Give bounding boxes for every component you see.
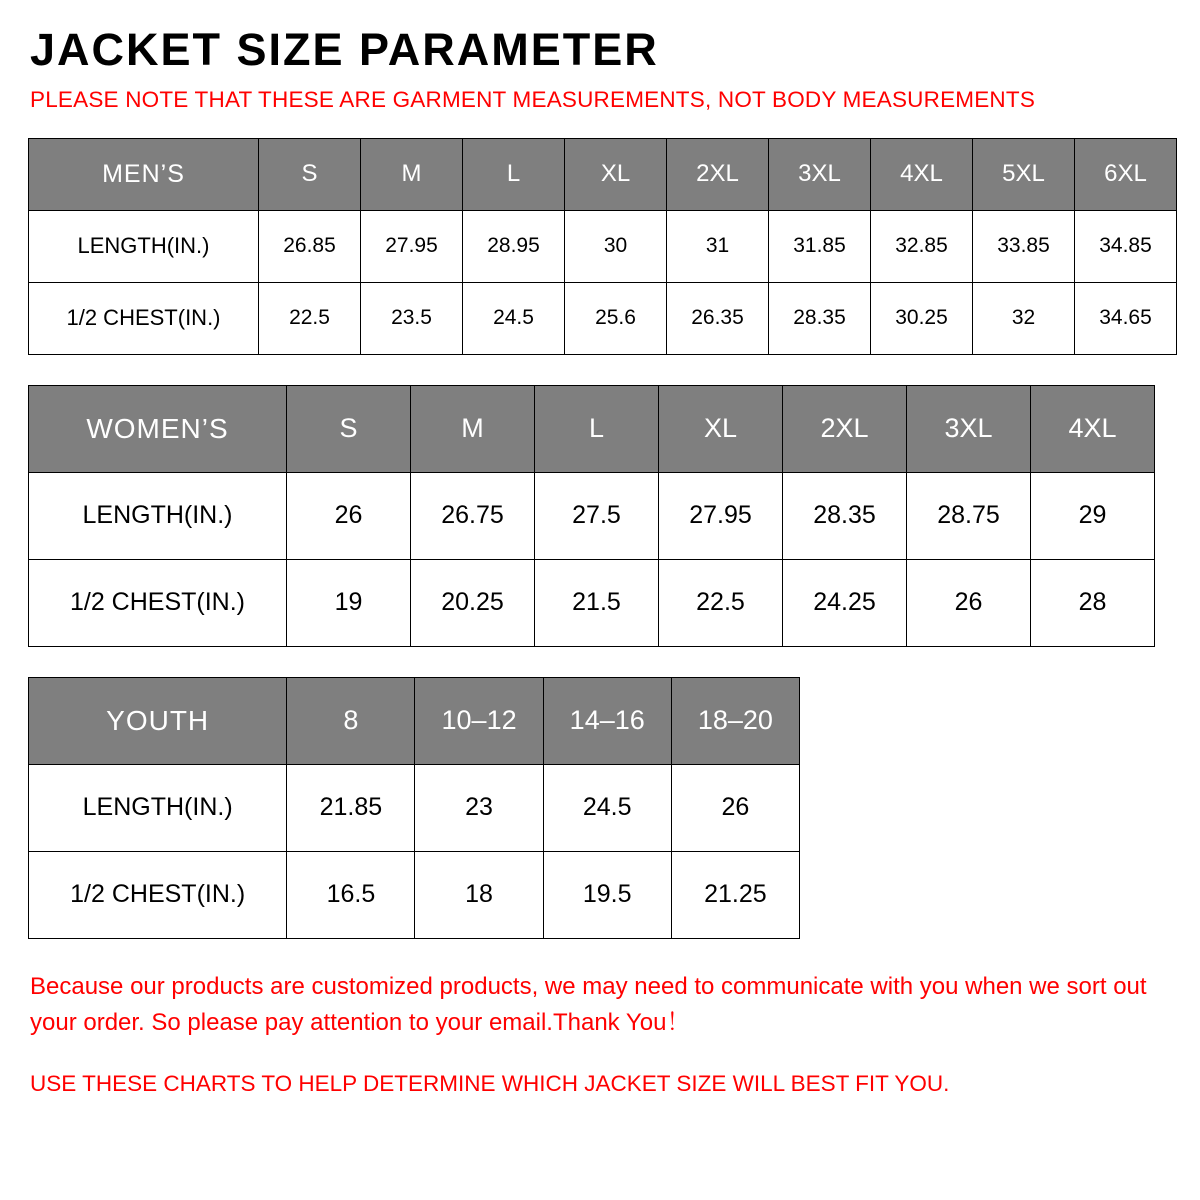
size-header-cell: 4XL xyxy=(871,138,973,210)
measurement-cell: 31.85 xyxy=(769,210,871,282)
measurement-cell: 30 xyxy=(565,210,667,282)
size-header-cell: 4XL xyxy=(1031,385,1155,472)
measurement-cell: 19.5 xyxy=(543,851,671,938)
measurement-cell: 26 xyxy=(907,559,1031,646)
measurement-note: PLEASE NOTE THAT THESE ARE GARMENT MEASUREMENTS, NOT BODY MEASUREMENTS xyxy=(30,87,1036,113)
measurement-cell: 33.85 xyxy=(973,210,1075,282)
size-header-cell: L xyxy=(535,385,659,472)
measurement-cell: 34.65 xyxy=(1075,282,1177,354)
size-header-cell: M xyxy=(411,385,535,472)
row-label: 1/2 CHEST(IN.) xyxy=(29,282,259,354)
measurement-cell: 26.85 xyxy=(259,210,361,282)
measurement-cell: 25.6 xyxy=(565,282,667,354)
measurement-cell: 24.5 xyxy=(543,764,671,851)
measurement-cell: 32 xyxy=(973,282,1075,354)
size-header-cell: XL xyxy=(565,138,667,210)
measurement-cell: 19 xyxy=(287,559,411,646)
size-header-cell: XL xyxy=(659,385,783,472)
measurement-cell: 21.5 xyxy=(535,559,659,646)
size-header-cell: 2XL xyxy=(783,385,907,472)
measurement-cell: 26.35 xyxy=(667,282,769,354)
size-header-cell: 3XL xyxy=(907,385,1031,472)
measurement-cell: 28.35 xyxy=(783,472,907,559)
measurement-cell: 28.95 xyxy=(463,210,565,282)
size-header-cell: S xyxy=(287,385,411,472)
measurement-cell: 27.5 xyxy=(535,472,659,559)
size-header-cell: 10–12 xyxy=(415,677,543,764)
size-header-cell: 2XL xyxy=(667,138,769,210)
row-label: LENGTH(IN.) xyxy=(29,472,287,559)
size-header-cell: 3XL xyxy=(769,138,871,210)
measurement-cell: 18 xyxy=(415,851,543,938)
table-title-cell: YOUTH xyxy=(29,677,287,764)
table-title-cell: MEN’S xyxy=(29,138,259,210)
table-row xyxy=(29,764,800,851)
table-row xyxy=(29,210,1177,282)
womens-size-table xyxy=(28,385,1155,647)
measurement-cell: 22.5 xyxy=(659,559,783,646)
measurement-cell: 26 xyxy=(671,764,799,851)
page-title: JACKET SIZE PARAMETER xyxy=(30,24,659,75)
mens-size-table xyxy=(28,138,1177,355)
measurement-cell: 23 xyxy=(415,764,543,851)
table-header-row xyxy=(29,677,800,764)
table-row xyxy=(29,851,800,938)
size-header-cell: L xyxy=(463,138,565,210)
measurement-cell: 20.25 xyxy=(411,559,535,646)
table-row xyxy=(29,282,1177,354)
measurement-cell: 34.85 xyxy=(1075,210,1177,282)
row-label: LENGTH(IN.) xyxy=(29,210,259,282)
measurement-cell: 32.85 xyxy=(871,210,973,282)
row-label: 1/2 CHEST(IN.) xyxy=(29,559,287,646)
measurement-cell: 24.5 xyxy=(463,282,565,354)
measurement-cell: 23.5 xyxy=(361,282,463,354)
measurement-cell: 28.75 xyxy=(907,472,1031,559)
measurement-cell: 28.35 xyxy=(769,282,871,354)
measurement-cell: 26 xyxy=(287,472,411,559)
customization-notice: Because our products are customized products, we may need to communicate with you when we sort out your order. So please pay attention to your email.Thank You！ xyxy=(30,972,1147,1036)
size-header-cell: 5XL xyxy=(973,138,1075,210)
measurement-cell: 26.75 xyxy=(411,472,535,559)
measurement-cell: 27.95 xyxy=(659,472,783,559)
measurement-cell: 22.5 xyxy=(259,282,361,354)
row-label: LENGTH(IN.) xyxy=(29,764,287,851)
measurement-cell: 27.95 xyxy=(361,210,463,282)
size-header-cell: 18–20 xyxy=(671,677,799,764)
table-title-cell: WOMEN’S xyxy=(29,385,287,472)
measurement-cell: 16.5 xyxy=(287,851,415,938)
youth-size-table xyxy=(28,677,800,939)
measurement-cell: 21.85 xyxy=(287,764,415,851)
size-header-cell: M xyxy=(361,138,463,210)
table-header-row xyxy=(29,385,1155,472)
row-label: 1/2 CHEST(IN.) xyxy=(29,851,287,938)
chart-usage-notice: USE THESE CHARTS TO HELP DETERMINE WHICH JACKET SIZE WILL BEST FIT YOU. xyxy=(30,1070,950,1096)
size-header-cell: S xyxy=(259,138,361,210)
measurement-cell: 28 xyxy=(1031,559,1155,646)
measurement-cell: 29 xyxy=(1031,472,1155,559)
size-header-cell: 8 xyxy=(287,677,415,764)
measurement-cell: 24.25 xyxy=(783,559,907,646)
table-header-row xyxy=(29,138,1177,210)
measurement-cell: 31 xyxy=(667,210,769,282)
table-row xyxy=(29,559,1155,646)
size-header-cell: 6XL xyxy=(1075,138,1177,210)
measurement-cell: 21.25 xyxy=(671,851,799,938)
size-header-cell: 14–16 xyxy=(543,677,671,764)
table-row xyxy=(29,472,1155,559)
measurement-cell: 30.25 xyxy=(871,282,973,354)
